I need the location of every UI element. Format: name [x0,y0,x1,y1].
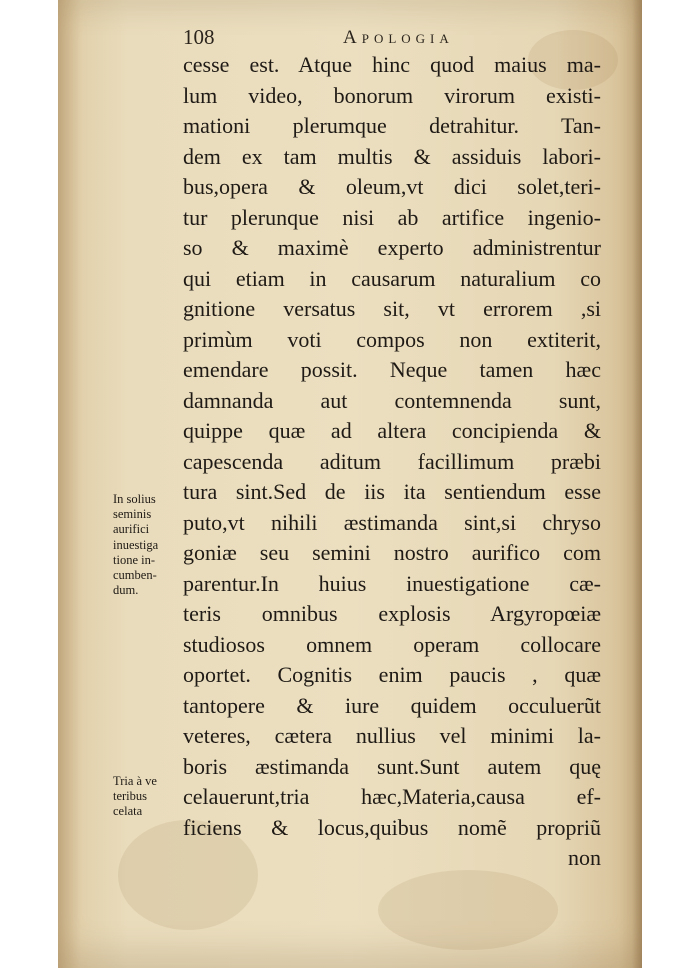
text-line: damnanda aut contemnenda sunt, [183,387,601,413]
catchword: non [568,845,601,870]
text-line: teris omnibus explosis Argyropœiæ [183,601,601,626]
text-line: studiosos omnem operam collocare [183,631,601,657]
text-line: qui etiam in causarum naturalium co [183,265,601,291]
page-header [183,24,603,50]
text-line: boris æstimanda sunt.Sunt autem quę [183,753,601,779]
text-line: quippe quæ ad altera concipienda & [183,418,601,443]
text-line: puto,vt nihili æstimanda sint,si chryso [183,509,601,535]
marginal-note-line: Tria à ve [113,774,157,788]
text-line: bus,opera & oleum,vt dici solet,teri- [183,174,601,199]
running-title: Apologia [343,27,454,48]
paper-stain [378,870,558,950]
text-line: so & maximè experto administrentur [183,235,601,260]
marginal-note-line: seminis [113,507,152,522]
text-line: cesse est. Atque hinc quod maius ma- [183,52,601,77]
text-line: veteres, cætera nullius vel minimi la- [183,723,601,748]
text-line: gnitione versatus sit, vt errorem ,si [183,296,601,321]
text-line: dem ex tam multis & assiduis labori- [183,143,601,169]
text-line: tura sint.Sed de iis ita sentiendum esse [183,479,601,504]
marginal-note-line: dum. [113,583,139,598]
marginal-note [113,774,183,820]
text-line: celauerunt,tria hæc,Materia,causa ef- [183,784,601,809]
text-line: goniæ seu semini nostro aurifico com [183,540,601,565]
text-line: lum video, bonorum virorum existi- [183,82,601,108]
marginal-note-line: tione in- [113,552,156,567]
marginal-note [113,492,183,598]
text-line: ficiens & locus,quibus nomẽ propriũ [183,814,601,840]
marginal-note-line: inuestiga [113,537,159,552]
text-line: emendare possit. Neque tamen hæc [183,357,601,382]
text-line: parentur.In huius inuestigatione cæ- [183,570,601,596]
text-line: tantopere & iure quidem occuluerũt [183,692,601,718]
marginal-note-line: celata [113,804,143,819]
text-line: mationi plerumque detrahitur. Tan- [183,113,601,138]
marginal-note-line: In solius [113,492,156,506]
main-text-block [183,50,601,874]
page-number: 108 [183,25,215,49]
text-line: oportet. Cognitis enim paucis , quæ [183,662,601,687]
text-line: tur plerunque nisi ab artifice ingenio- [183,204,601,230]
marginal-note-line: aurifici [113,522,150,537]
text-line: capescenda aditum facillimum præbi [183,448,601,474]
text-line: primùm voti compos non extiterit, [183,326,601,352]
page-edge-shadow [632,0,642,968]
marginal-note-line: cumben- [113,568,157,583]
marginal-note-line: teribus [113,789,148,804]
